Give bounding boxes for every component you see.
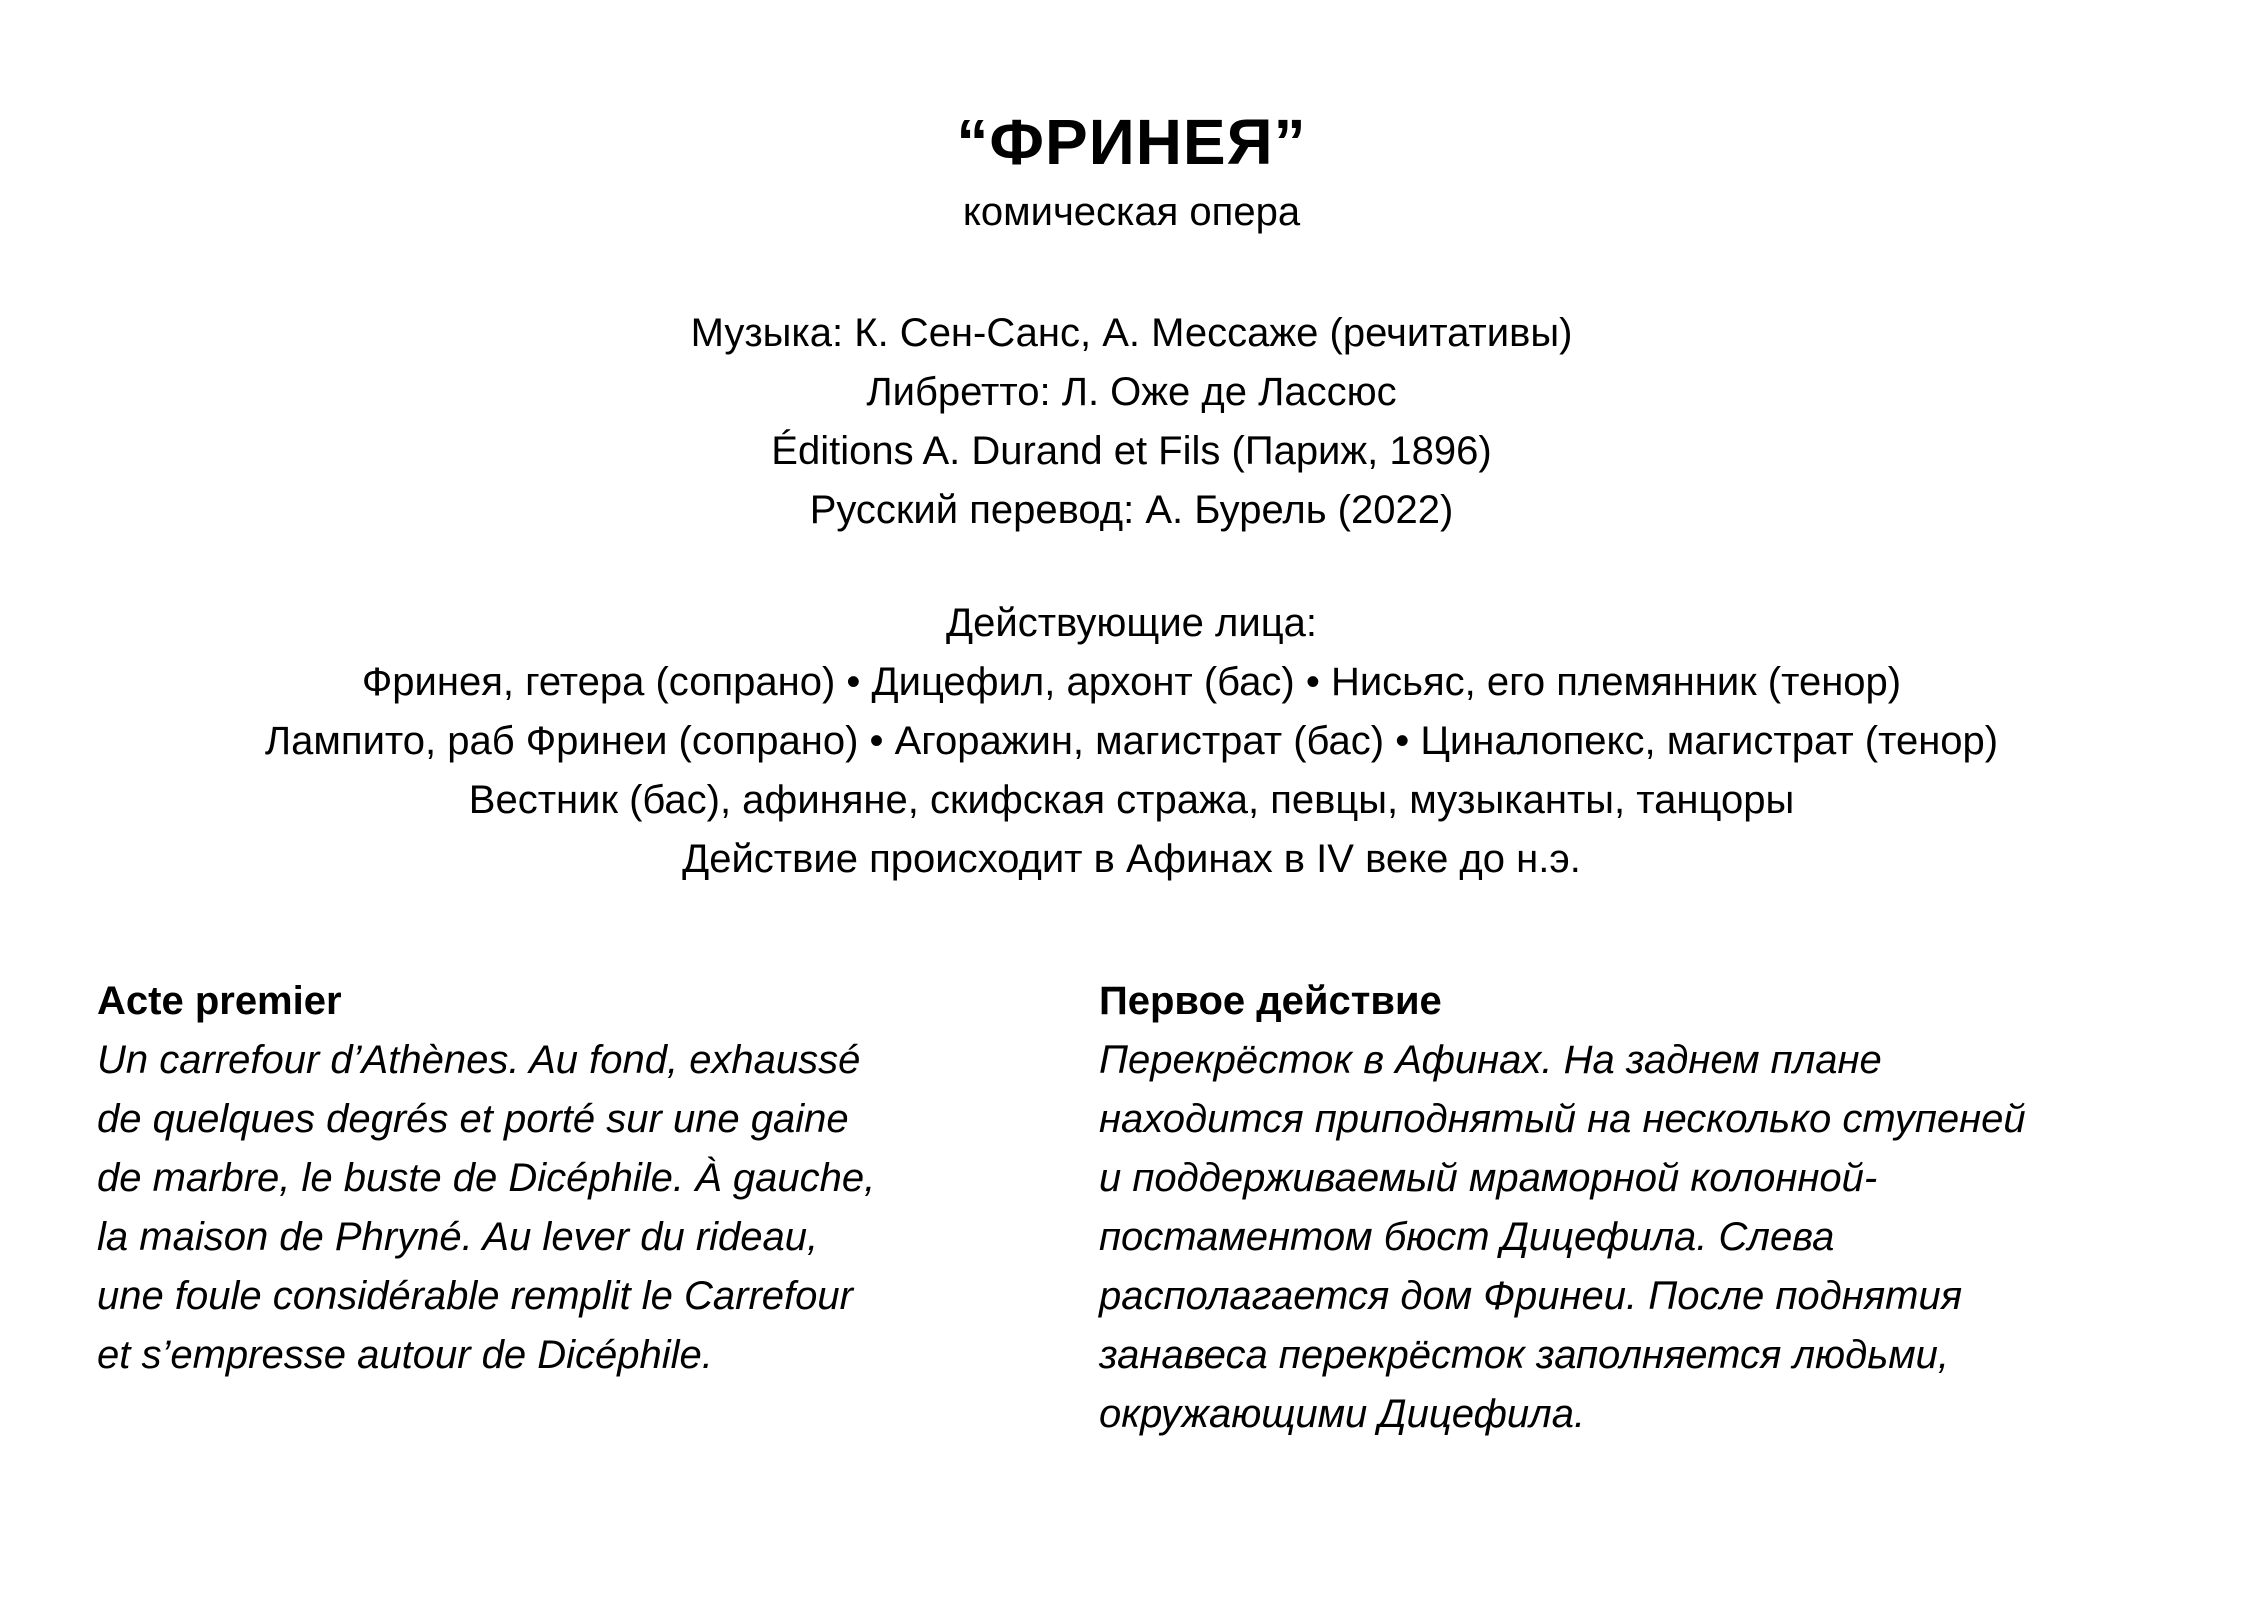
french-act-heading: Acte premier — [97, 979, 342, 1023]
credit-music: Музыка: К. Сен-Санс, А. Мессаже (речитативы) — [690, 311, 1573, 355]
french-stage-line: et s’empresse autour de Dicéphile. — [97, 1333, 713, 1377]
setting-line: Действие происходит в Афинах в IV веке до н.э. — [682, 837, 1581, 881]
russian-stage-line: занавеса перекрёсток заполняется людьми, — [1099, 1333, 1950, 1377]
credit-libretto: Либретто: Л. Оже де Лассюс — [866, 370, 1397, 414]
russian-stage-line: окружающими Дицефила. — [1099, 1392, 1586, 1436]
title-block — [0, 100, 2263, 889]
cast-line: Фринея, гетера (сопрано) • Дицефил, архонт (бас) • Нисьяс, его племянник (тенор) — [361, 660, 1902, 704]
credits-block — [0, 304, 2263, 540]
russian-stage-line: Перекрёсток в Афинах. На заднем плане — [1099, 1038, 1882, 1082]
french-stage-line: une foule considérable remplit le Carrefour — [97, 1274, 853, 1318]
russian-stage-line: постаментом бюст Дицефила. Слева — [1099, 1215, 1835, 1259]
french-stage-line: la maison de Phryné. Au lever du rideau, — [97, 1215, 819, 1259]
french-column — [97, 972, 1057, 1385]
cast-line: Вестник (бас), афиняне, скифская стража, певцы, музыканты, танцоры — [468, 778, 1795, 822]
opera-title: “ФРИНЕЯ” — [956, 106, 1307, 178]
cast-line: Лампито, раб Фринеи (сопрано) • Агоражин, магистрат (бас) • Циналопекс, магистрат (тенор) — [264, 719, 1999, 763]
russian-stage-line: и поддерживаемый мраморной колонной- — [1099, 1156, 1878, 1200]
cast-heading: Действующие лица: — [946, 601, 1317, 645]
russian-stage-line: располагается дом Фринеи. После поднятия — [1099, 1274, 1963, 1318]
russian-column — [1099, 972, 2219, 1444]
opera-subtitle: комическая опера — [962, 190, 1301, 234]
french-stage-line: de marbre, le buste de Dicéphile. À gauche, — [97, 1156, 876, 1200]
french-stage-line: de quelques degrés et porté sur une gaine — [97, 1097, 849, 1141]
russian-act-heading: Первое действие — [1099, 979, 1442, 1023]
french-stage-line: Un carrefour d’Athènes. Au fond, exhaussé — [97, 1038, 861, 1082]
credit-edition: Éditions A. Durand et Fils (Париж, 1896) — [771, 429, 1492, 473]
cast-block — [0, 594, 2263, 889]
credit-translation: Русский перевод: А. Бурель (2022) — [809, 488, 1454, 532]
russian-stage-line: находится приподнятый на несколько ступеней — [1099, 1097, 2026, 1141]
